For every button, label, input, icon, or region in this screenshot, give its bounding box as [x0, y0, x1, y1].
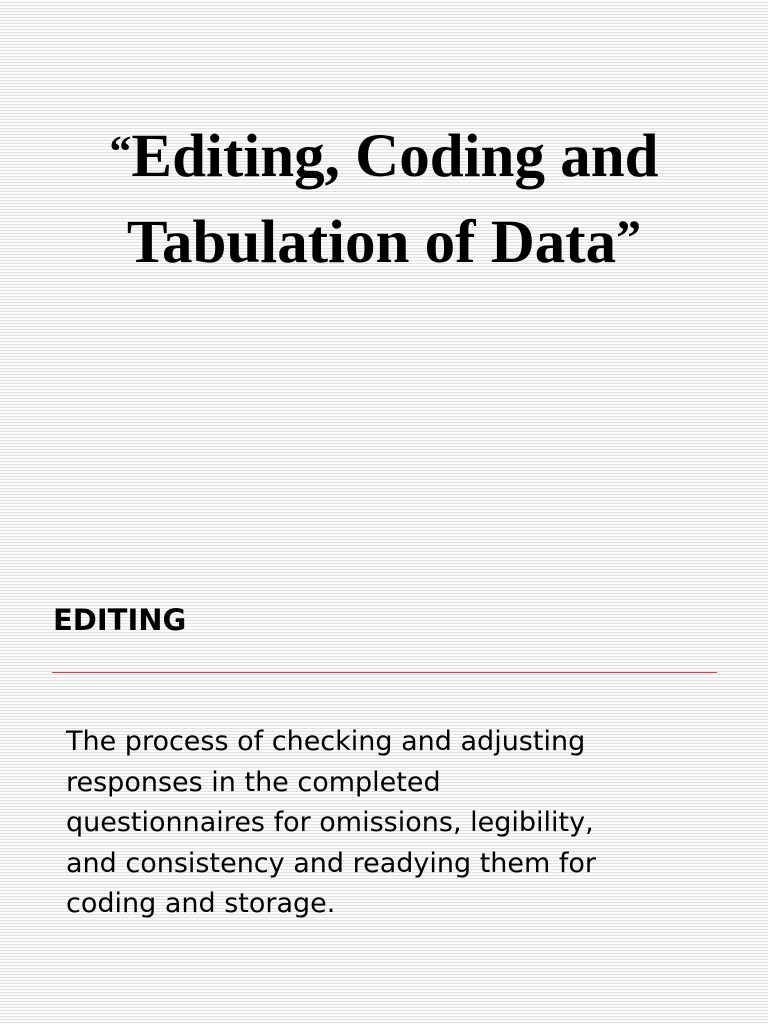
title-line-2: Tabulation of Data [126, 209, 617, 276]
definition-line-4: and consistency and readying them for [66, 847, 597, 879]
title-close-quote: ” [616, 209, 642, 265]
title-open-quote: “ [109, 127, 132, 176]
definition-text [66, 722, 756, 925]
heading-divider [52, 672, 717, 673]
definition-line-3: questionnaires for omissions, legibility, [66, 807, 594, 838]
editing-slide [0, 512, 768, 1024]
definition-line-2: responses in the completed [66, 766, 441, 798]
slide-heading: EDITING [53, 603, 187, 637]
definition-line-1: The process of checking and adjusting [66, 726, 586, 757]
title-line-1: Editing, Coding and [131, 123, 659, 190]
slide-title [0, 112, 768, 283]
definition-line-5: coding and storage. [66, 888, 336, 919]
